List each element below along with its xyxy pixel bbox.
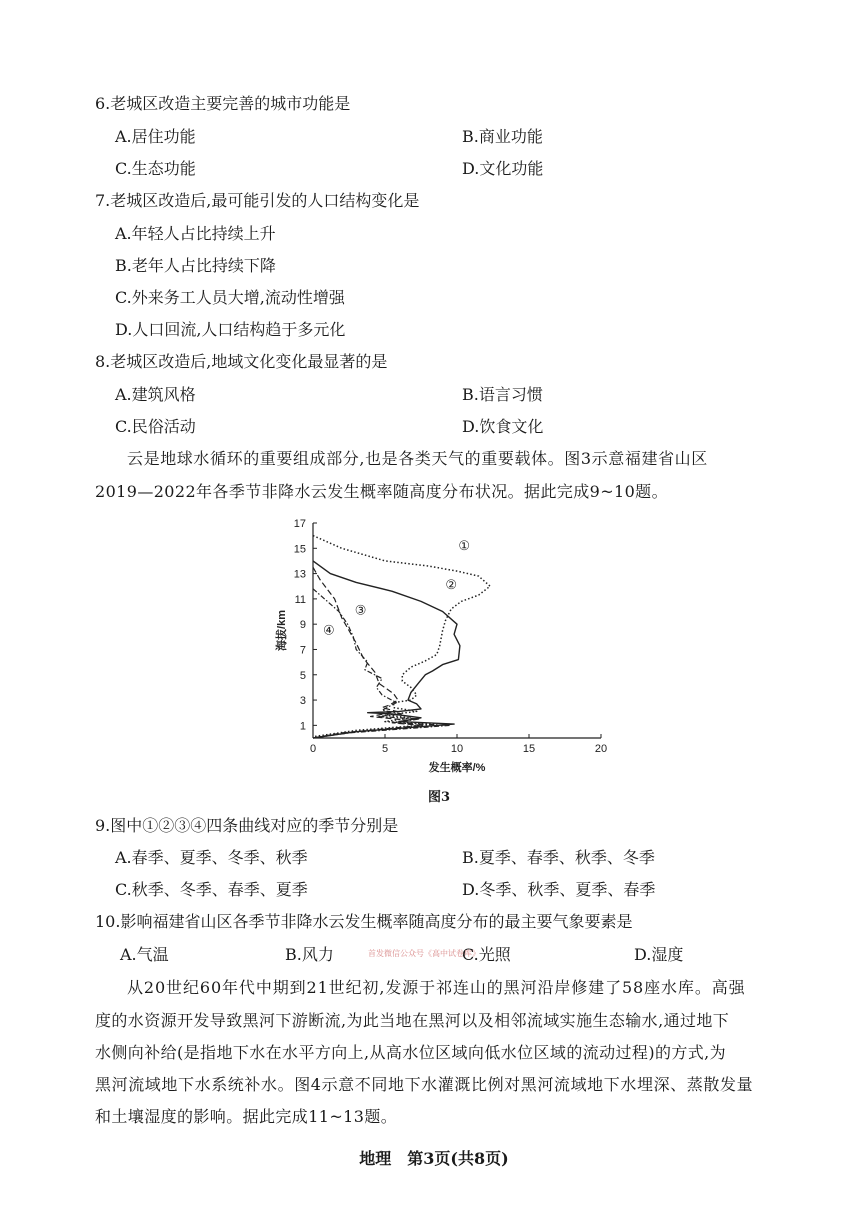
y-tick-label-15: 15	[293, 543, 306, 556]
intro2-line1: 从20世纪60年代中期到21世纪初,发源于祁连山的黑河沿岸修建了58座水库。高强	[127, 978, 746, 997]
q10-option-a: A.气温	[120, 945, 169, 964]
y-tick-label-5: 5	[299, 669, 306, 682]
x-tick-label-20: 20	[594, 743, 608, 755]
y-axis-label: 海拔/km	[276, 610, 288, 651]
q8-option-d: D.饮食文化	[462, 417, 544, 436]
q6-option-b: B.商业功能	[462, 127, 543, 146]
intro2-line4: 黑河流域地下水系统补水。图4示意不同地下水灌溉比例对黑河流域地下水埋深、蒸散发量	[95, 1075, 754, 1094]
q8-option-b: B.语言习惯	[462, 385, 543, 404]
y-tick-label-9: 9	[299, 619, 306, 632]
series-label-2: ②	[445, 576, 458, 592]
q6-option-d: D.文化功能	[462, 159, 544, 178]
q6-stem: 6.老城区改造主要完善的城市功能是	[95, 94, 351, 113]
x-tick-label-0: 0	[309, 743, 317, 755]
q9-stem: 9.图中①②③④四条曲线对应的季节分别是	[95, 816, 399, 835]
y-tick-label-7: 7	[299, 644, 306, 657]
chart-series	[313, 536, 490, 738]
intro1-line2: 2019—2022年各季节非降水云发生概率随高度分布状况。据此完成9~10题。	[95, 482, 668, 501]
y-tick-label-3: 3	[299, 695, 306, 708]
q8-stem: 8.老城区改造后,地域文化变化最显著的是	[95, 352, 388, 371]
q7-option-c: C.外来务工人员大增,流动性增强	[115, 288, 345, 307]
x-tick-label-15: 15	[522, 743, 536, 755]
intro2-line2: 度的水资源开发导致黑河下游断流,为此当地在黑河以及相邻流域实施生态输水,通过地下	[95, 1011, 730, 1030]
q9-option-b: B.夏季、春季、秋季、冬季	[462, 848, 655, 867]
q8-option-a: A.建筑风格	[115, 385, 196, 404]
q10-option-b: B.风力	[285, 945, 334, 964]
x-axis-label: 发生概率/%	[428, 762, 486, 774]
intro2-line5: 和土壤湿度的影响。据此完成11~13题。	[95, 1107, 398, 1126]
chart-axes	[294, 518, 607, 755]
intro1-line1: 云是地球水循环的重要组成部分,也是各类天气的重要载体。图3示意福建省山区	[127, 449, 708, 468]
series-line-4	[313, 589, 450, 738]
q8-option-c: C.民俗活动	[115, 417, 196, 436]
q6-option-c: C.生态功能	[115, 159, 196, 178]
q10-option-d: D.湿度	[634, 945, 684, 964]
series-line-1	[313, 536, 490, 737]
y-tick-label-13: 13	[293, 568, 306, 581]
q7-option-b: B.老年人占比持续下降	[115, 256, 276, 275]
watermark: 首发微信公众号《高中试卷库》	[368, 949, 480, 958]
q10-stem: 10.影响福建省山区各季节非降水云发生概率随高度分布的最主要气象要素是	[95, 912, 633, 931]
q9-option-a: A.春季、夏季、冬季、秋季	[115, 848, 308, 867]
q7-stem: 7.老城区改造后,最可能引发的人口结构变化是	[95, 191, 420, 210]
y-tick-label-1: 1	[299, 720, 306, 733]
intro2-line3: 水侧向补给(是指地下水在水平方向上,从高水位区域向低水位区域的流动过程)的方式,为	[95, 1043, 727, 1062]
q9-option-d: D.冬季、秋季、夏季、春季	[462, 880, 656, 899]
figure3-caption: 图3	[428, 790, 451, 805]
x-tick-label-5: 5	[381, 743, 389, 755]
figure3-chart	[270, 508, 620, 778]
q7-option-d: D.人口回流,人口结构趋于多元化	[115, 320, 346, 339]
series-label-3: ③	[354, 602, 367, 618]
page-footer: 地理 第3页(共8页)	[359, 1149, 509, 1168]
y-tick-label-17: 17	[293, 518, 306, 530]
q6-option-a: A.居住功能	[115, 127, 196, 146]
q9-option-c: C.秋季、冬季、春季、夏季	[115, 880, 308, 899]
series-label-4: ④	[323, 622, 335, 638]
x-tick-label-10: 10	[450, 743, 464, 755]
series-label-1: ①	[458, 537, 471, 553]
q7-option-a: A.年轻人占比持续上升	[115, 224, 276, 243]
q10-option-c: C.光照	[462, 945, 511, 964]
y-tick-label-11: 11	[294, 593, 306, 606]
